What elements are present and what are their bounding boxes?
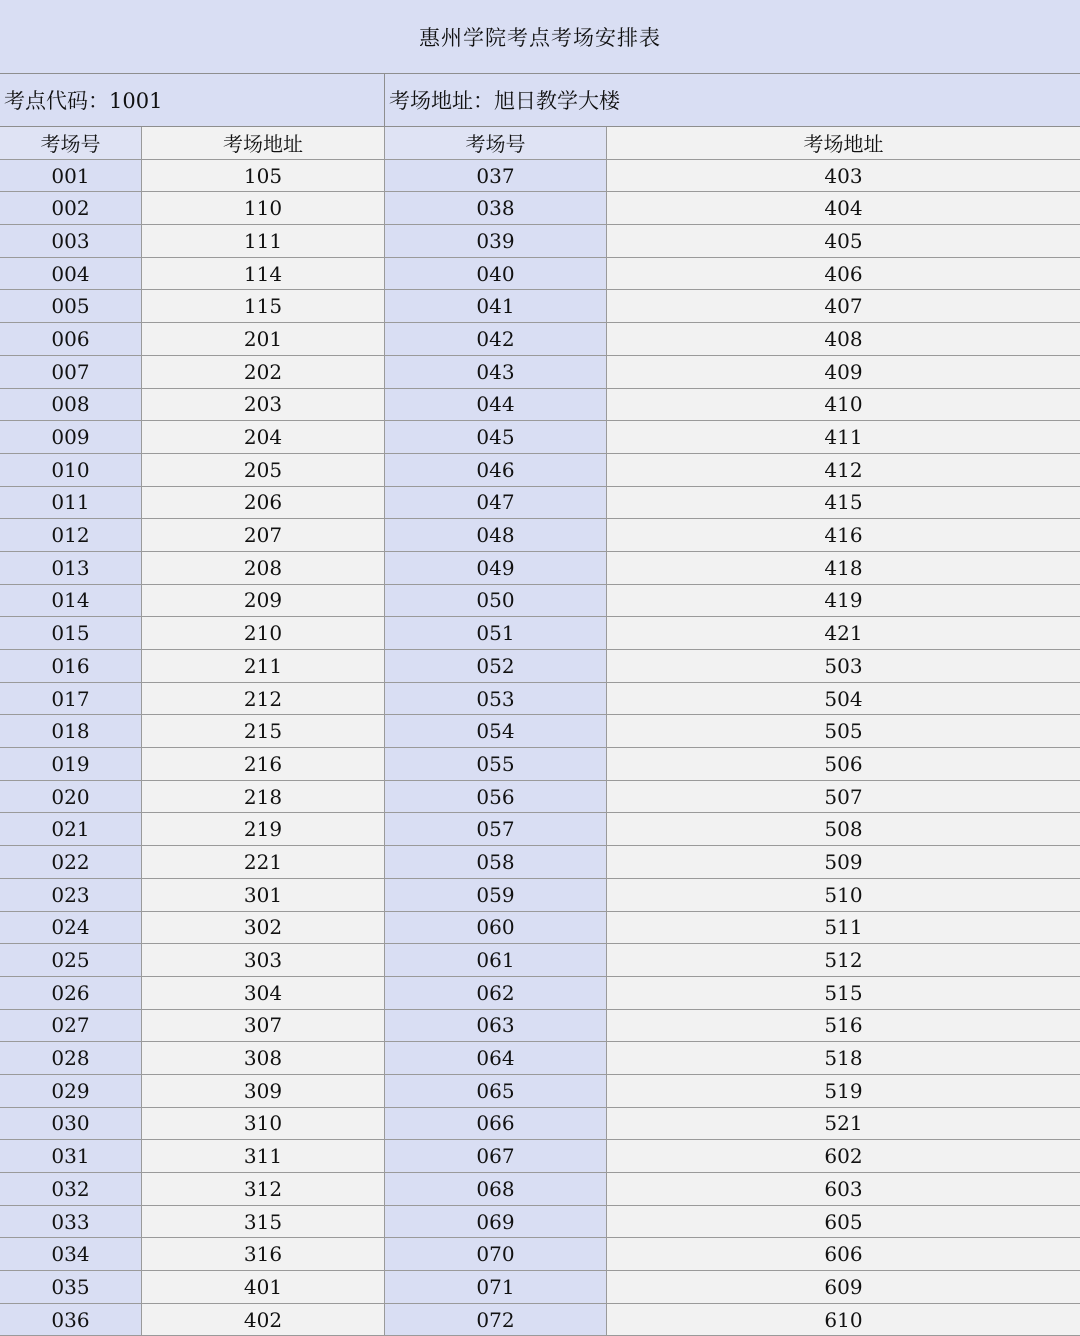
- room-no-right-cell: 048: [385, 519, 607, 551]
- room-no-right-cell: 040: [385, 258, 607, 290]
- room-address-left-cell: 312: [142, 1173, 385, 1205]
- room-no-right-cell: 047: [385, 487, 607, 519]
- table-row: [0, 454, 1080, 487]
- room-address-left-cell: 105: [142, 160, 385, 192]
- room-address-left-cell: 209: [142, 585, 385, 617]
- room-address-right-cell: 503: [607, 650, 1080, 682]
- table-row: [0, 421, 1080, 454]
- room-address-right-cell: 507: [607, 781, 1080, 813]
- room-address-right-cell: 519: [607, 1075, 1080, 1107]
- table-row: [0, 323, 1080, 356]
- room-no-left-cell: 012: [0, 519, 142, 551]
- room-no-right-cell: 054: [385, 715, 607, 747]
- room-no-left-cell: 004: [0, 258, 142, 290]
- room-no-right-cell: 058: [385, 846, 607, 878]
- table-row: [0, 1140, 1080, 1173]
- room-address-right-cell: 603: [607, 1173, 1080, 1205]
- room-no-left-cell: 006: [0, 323, 142, 355]
- table-row: [0, 290, 1080, 323]
- room-no-right-cell: 045: [385, 421, 607, 453]
- room-no-right-cell: 056: [385, 781, 607, 813]
- room-no-left-cell: 027: [0, 1010, 142, 1042]
- table-row: [0, 1206, 1080, 1239]
- room-no-left-cell: 020: [0, 781, 142, 813]
- room-address-left-cell: 311: [142, 1140, 385, 1172]
- room-no-left-cell: 021: [0, 813, 142, 845]
- room-no-left-cell: 035: [0, 1271, 142, 1303]
- room-no-right-cell: 066: [385, 1108, 607, 1140]
- table-row: [0, 617, 1080, 650]
- room-no-right-cell: 061: [385, 944, 607, 976]
- site-address-cell: 考场地址：旭日教学大楼: [385, 74, 1080, 127]
- room-address-right-cell: 412: [607, 454, 1080, 486]
- room-address-left-cell: 114: [142, 258, 385, 290]
- table-row: [0, 781, 1080, 814]
- room-no-right-cell: 037: [385, 160, 607, 192]
- table-row: [0, 683, 1080, 716]
- room-address-right-cell: 506: [607, 748, 1080, 780]
- table-row: [0, 1010, 1080, 1043]
- room-address-right-cell: 410: [607, 389, 1080, 421]
- room-no-left-cell: 011: [0, 487, 142, 519]
- table-row: [0, 813, 1080, 846]
- room-table: [0, 127, 1080, 1336]
- room-address-left-cell: 216: [142, 748, 385, 780]
- table-row: [0, 519, 1080, 552]
- room-no-right-cell: 071: [385, 1271, 607, 1303]
- table-row: [0, 1238, 1080, 1271]
- table-row: [0, 585, 1080, 618]
- room-address-left-cell: 211: [142, 650, 385, 682]
- site-code-cell: 考点代码：1001: [0, 74, 385, 127]
- room-address-right-cell: 515: [607, 977, 1080, 1009]
- room-address-left-cell: 221: [142, 846, 385, 878]
- room-no-left-cell: 015: [0, 617, 142, 649]
- table-row: [0, 1271, 1080, 1304]
- room-address-right-cell: 516: [607, 1010, 1080, 1042]
- table-row: [0, 160, 1080, 193]
- column-header-room-no-right: 考场号: [385, 127, 607, 159]
- room-address-right-cell: 408: [607, 323, 1080, 355]
- room-no-right-cell: 051: [385, 617, 607, 649]
- room-no-left-cell: 025: [0, 944, 142, 976]
- room-no-right-cell: 059: [385, 879, 607, 911]
- room-no-left-cell: 005: [0, 290, 142, 322]
- room-no-left-cell: 016: [0, 650, 142, 682]
- room-no-right-cell: 063: [385, 1010, 607, 1042]
- room-no-right-cell: 070: [385, 1238, 607, 1270]
- table-row: [0, 389, 1080, 422]
- table-row: [0, 715, 1080, 748]
- room-address-right-cell: 421: [607, 617, 1080, 649]
- room-no-left-cell: 013: [0, 552, 142, 584]
- room-address-left-cell: 215: [142, 715, 385, 747]
- room-address-left-cell: 210: [142, 617, 385, 649]
- table-row: [0, 650, 1080, 683]
- table-row: [0, 1075, 1080, 1108]
- room-address-right-cell: 605: [607, 1206, 1080, 1238]
- table-row: [0, 1173, 1080, 1206]
- room-address-right-cell: 512: [607, 944, 1080, 976]
- table-row: [0, 1108, 1080, 1141]
- room-address-left-cell: 308: [142, 1042, 385, 1074]
- room-address-right-cell: 409: [607, 356, 1080, 388]
- room-address-right-cell: 407: [607, 290, 1080, 322]
- room-no-left-cell: 022: [0, 846, 142, 878]
- room-address-left-cell: 315: [142, 1206, 385, 1238]
- column-header-room-address-right: 考场地址: [607, 127, 1080, 159]
- table-row: [0, 1042, 1080, 1075]
- room-no-right-cell: 069: [385, 1206, 607, 1238]
- room-no-right-cell: 049: [385, 552, 607, 584]
- room-no-left-cell: 023: [0, 879, 142, 911]
- table-row: [0, 192, 1080, 225]
- room-no-right-cell: 039: [385, 225, 607, 257]
- room-address-right-cell: 405: [607, 225, 1080, 257]
- room-address-right-cell: 411: [607, 421, 1080, 453]
- room-no-left-cell: 034: [0, 1238, 142, 1270]
- table-body: [0, 160, 1080, 1336]
- room-no-right-cell: 057: [385, 813, 607, 845]
- room-no-left-cell: 026: [0, 977, 142, 1009]
- room-no-left-cell: 018: [0, 715, 142, 747]
- room-address-left-cell: 208: [142, 552, 385, 584]
- room-address-left-cell: 402: [142, 1304, 385, 1336]
- room-no-right-cell: 067: [385, 1140, 607, 1172]
- room-address-right-cell: 521: [607, 1108, 1080, 1140]
- room-address-right-cell: 404: [607, 192, 1080, 224]
- room-no-left-cell: 033: [0, 1206, 142, 1238]
- room-no-right-cell: 064: [385, 1042, 607, 1074]
- room-address-right-cell: 509: [607, 846, 1080, 878]
- room-no-left-cell: 028: [0, 1042, 142, 1074]
- room-address-left-cell: 202: [142, 356, 385, 388]
- room-no-left-cell: 008: [0, 389, 142, 421]
- room-address-left-cell: 302: [142, 912, 385, 944]
- room-address-right-cell: 419: [607, 585, 1080, 617]
- room-address-left-cell: 115: [142, 290, 385, 322]
- room-address-right-cell: 609: [607, 1271, 1080, 1303]
- room-no-left-cell: 010: [0, 454, 142, 486]
- room-address-left-cell: 304: [142, 977, 385, 1009]
- table-row: [0, 225, 1080, 258]
- room-address-right-cell: 416: [607, 519, 1080, 551]
- room-no-left-cell: 036: [0, 1304, 142, 1336]
- room-address-left-cell: 219: [142, 813, 385, 845]
- table-row: [0, 977, 1080, 1010]
- room-address-left-cell: 310: [142, 1108, 385, 1140]
- room-address-right-cell: 510: [607, 879, 1080, 911]
- room-no-left-cell: 017: [0, 683, 142, 715]
- room-no-left-cell: 024: [0, 912, 142, 944]
- table-row: [0, 552, 1080, 585]
- table-row: [0, 258, 1080, 291]
- room-address-left-cell: 203: [142, 389, 385, 421]
- room-no-right-cell: 043: [385, 356, 607, 388]
- room-no-left-cell: 002: [0, 192, 142, 224]
- room-address-left-cell: 201: [142, 323, 385, 355]
- room-address-left-cell: 212: [142, 683, 385, 715]
- room-address-right-cell: 504: [607, 683, 1080, 715]
- room-no-right-cell: 044: [385, 389, 607, 421]
- room-no-left-cell: 019: [0, 748, 142, 780]
- room-address-left-cell: 301: [142, 879, 385, 911]
- room-no-right-cell: 041: [385, 290, 607, 322]
- room-no-right-cell: 068: [385, 1173, 607, 1205]
- table-row: [0, 879, 1080, 912]
- table-row: [0, 912, 1080, 945]
- room-no-right-cell: 053: [385, 683, 607, 715]
- room-no-left-cell: 014: [0, 585, 142, 617]
- room-address-right-cell: 610: [607, 1304, 1080, 1336]
- room-no-right-cell: 072: [385, 1304, 607, 1336]
- room-no-right-cell: 042: [385, 323, 607, 355]
- room-address-right-cell: 511: [607, 912, 1080, 944]
- room-no-right-cell: 062: [385, 977, 607, 1009]
- room-no-left-cell: 032: [0, 1173, 142, 1205]
- room-address-right-cell: 415: [607, 487, 1080, 519]
- table-row: [0, 944, 1080, 977]
- room-address-right-cell: 606: [607, 1238, 1080, 1270]
- room-address-left-cell: 205: [142, 454, 385, 486]
- room-address-left-cell: 316: [142, 1238, 385, 1270]
- room-address-left-cell: 111: [142, 225, 385, 257]
- room-address-left-cell: 110: [142, 192, 385, 224]
- table-header-row: [0, 127, 1080, 160]
- room-address-left-cell: 218: [142, 781, 385, 813]
- room-address-right-cell: 508: [607, 813, 1080, 845]
- column-header-room-no-left: 考场号: [0, 127, 142, 159]
- room-address-right-cell: 403: [607, 160, 1080, 192]
- room-no-right-cell: 050: [385, 585, 607, 617]
- room-no-left-cell: 031: [0, 1140, 142, 1172]
- room-no-right-cell: 052: [385, 650, 607, 682]
- room-address-left-cell: 401: [142, 1271, 385, 1303]
- room-address-right-cell: 518: [607, 1042, 1080, 1074]
- table-row: [0, 356, 1080, 389]
- room-address-right-cell: 505: [607, 715, 1080, 747]
- room-no-left-cell: 003: [0, 225, 142, 257]
- column-header-room-address-left: 考场地址: [142, 127, 385, 159]
- room-address-right-cell: 406: [607, 258, 1080, 290]
- room-no-right-cell: 065: [385, 1075, 607, 1107]
- table-row: [0, 846, 1080, 879]
- room-no-left-cell: 001: [0, 160, 142, 192]
- room-address-left-cell: 307: [142, 1010, 385, 1042]
- room-no-left-cell: 029: [0, 1075, 142, 1107]
- room-no-left-cell: 007: [0, 356, 142, 388]
- table-row: [0, 748, 1080, 781]
- room-no-right-cell: 060: [385, 912, 607, 944]
- room-no-right-cell: 055: [385, 748, 607, 780]
- room-no-left-cell: 009: [0, 421, 142, 453]
- room-no-right-cell: 046: [385, 454, 607, 486]
- table-row: [0, 1304, 1080, 1336]
- room-address-left-cell: 303: [142, 944, 385, 976]
- room-address-left-cell: 206: [142, 487, 385, 519]
- room-address-left-cell: 204: [142, 421, 385, 453]
- sheet-title: 惠州学院考点考场安排表: [0, 0, 1080, 74]
- room-no-left-cell: 030: [0, 1108, 142, 1140]
- room-address-right-cell: 602: [607, 1140, 1080, 1172]
- table-row: [0, 487, 1080, 520]
- room-address-left-cell: 309: [142, 1075, 385, 1107]
- room-no-right-cell: 038: [385, 192, 607, 224]
- room-address-left-cell: 207: [142, 519, 385, 551]
- room-address-right-cell: 418: [607, 552, 1080, 584]
